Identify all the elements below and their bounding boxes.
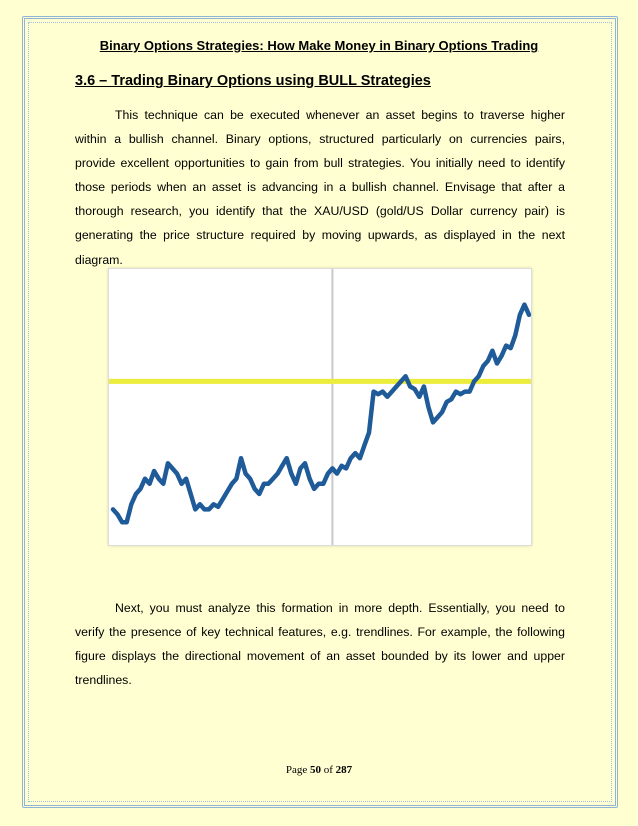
section-heading-text: 3.6 – Trading Binary Options using BULL Strategies	[75, 73, 431, 89]
paragraph-analysis	[75, 596, 565, 692]
footer-page-number: 50	[309, 764, 321, 776]
price-chart	[108, 268, 532, 546]
paragraph-analysis-text: Next, you must analyze this formation in more depth. Essentially, you need to verify the presence of key technical features, e.g. trendlines. For example, the following figure displays the directional movement of an asset bounded by its lower and upper trendlines.	[75, 601, 565, 688]
footer-prefix: Page	[285, 764, 308, 776]
section-heading	[75, 73, 431, 89]
running-header: Binary Options Strategies: How Make Money in Binary Options Trading	[99, 38, 539, 53]
paragraph-intro-text: This technique can be executed whenever an asset begins to traverse higher within a bullish channel. Binary options, structured particularly on currencies pairs, provide excellent opportunities to gain from bull strategies. You initially need to identify those periods when an asset is advancing in a bullish channel. Envisage that after a thorough research, you identify that the XAU/USD (gold/US Dollar currency pair) is generating the price structure required by moving upwards, as displayed in the next diagram.	[75, 108, 565, 267]
footer-page-total: 287	[335, 764, 353, 776]
footer-of: of	[323, 764, 333, 776]
paragraph-intro	[75, 103, 565, 272]
price-series-line	[113, 305, 529, 523]
price-chart-svg	[109, 269, 531, 545]
page-footer	[0, 764, 638, 776]
